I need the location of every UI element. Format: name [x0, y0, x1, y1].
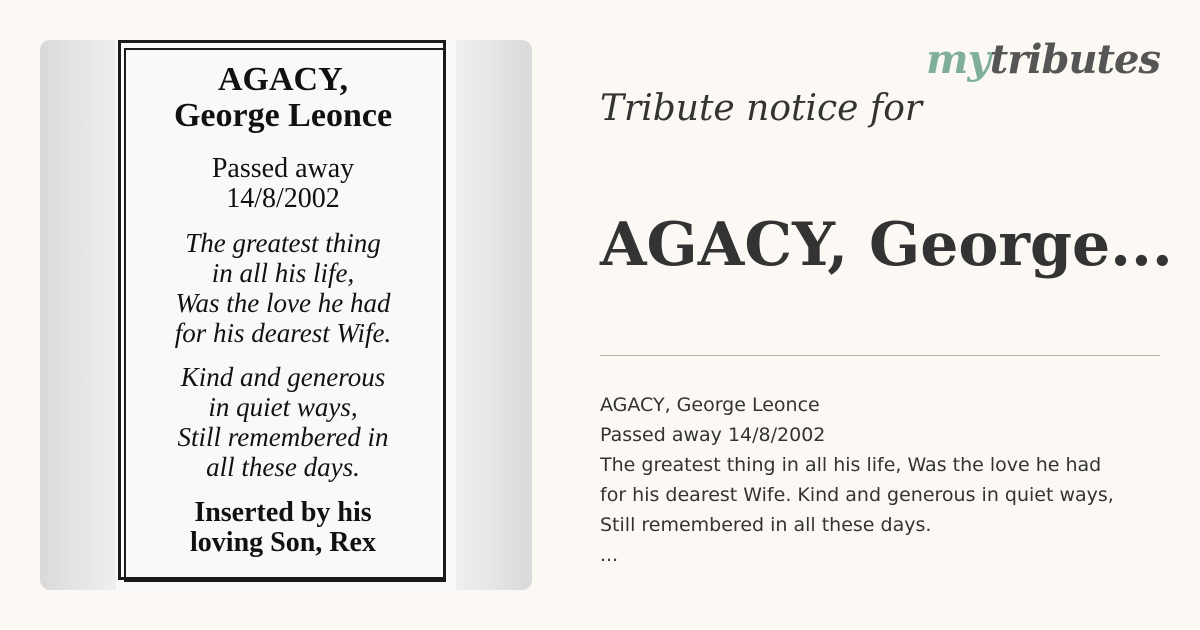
notice-content — [126, 62, 440, 558]
logo-suffix: tributes — [989, 36, 1160, 83]
notice-verse-line: in all his life, — [211, 258, 355, 288]
notice-verse-line: in quiet ways, — [208, 392, 358, 422]
notice-surname: AGACY, — [217, 61, 349, 98]
notice-verse-line: The greatest thing — [185, 228, 381, 258]
summary-line: The greatest thing in all his life, Was the love he had — [600, 454, 1102, 476]
summary-ellipsis: ... — [600, 544, 619, 566]
notice-inserted-line: Inserted by his — [194, 497, 372, 528]
tribute-label: Tribute notice for — [600, 88, 923, 129]
notice-given-names: George Leonce — [173, 97, 393, 134]
notice-card — [116, 40, 456, 590]
notice-verse-line: Kind and generous — [180, 362, 386, 392]
divider — [600, 355, 1160, 356]
tribute-name: AGACY, George... — [600, 210, 1173, 280]
notice-verse-two — [126, 362, 440, 482]
notice-verse-line: for his dearest Wife. — [174, 318, 392, 348]
logo-prefix: my — [926, 36, 990, 83]
notice-image — [40, 40, 532, 590]
notice-date: 14/8/2002 — [226, 183, 340, 214]
mytributes-logo[interactable] — [926, 36, 1160, 83]
notice-inserted-by — [126, 498, 440, 558]
notice-verse-one — [126, 228, 440, 348]
summary-line: AGACY, George Leonce — [600, 394, 820, 416]
notice-summary — [600, 390, 1160, 570]
notice-verse-line: all these days. — [206, 452, 360, 482]
notice-inserted-line: loving Son, Rex — [190, 527, 376, 558]
notice-passed-label: Passed away — [211, 153, 355, 184]
summary-line: Passed away 14/8/2002 — [600, 424, 826, 446]
summary-line: for his dearest Wife. Kind and generous in quiet ways, — [600, 484, 1114, 506]
summary-line: Still remembered in all these days. — [600, 514, 932, 536]
notice-verse-line: Still remembered in — [177, 422, 389, 452]
notice-verse-line: Was the love he had — [175, 288, 391, 318]
